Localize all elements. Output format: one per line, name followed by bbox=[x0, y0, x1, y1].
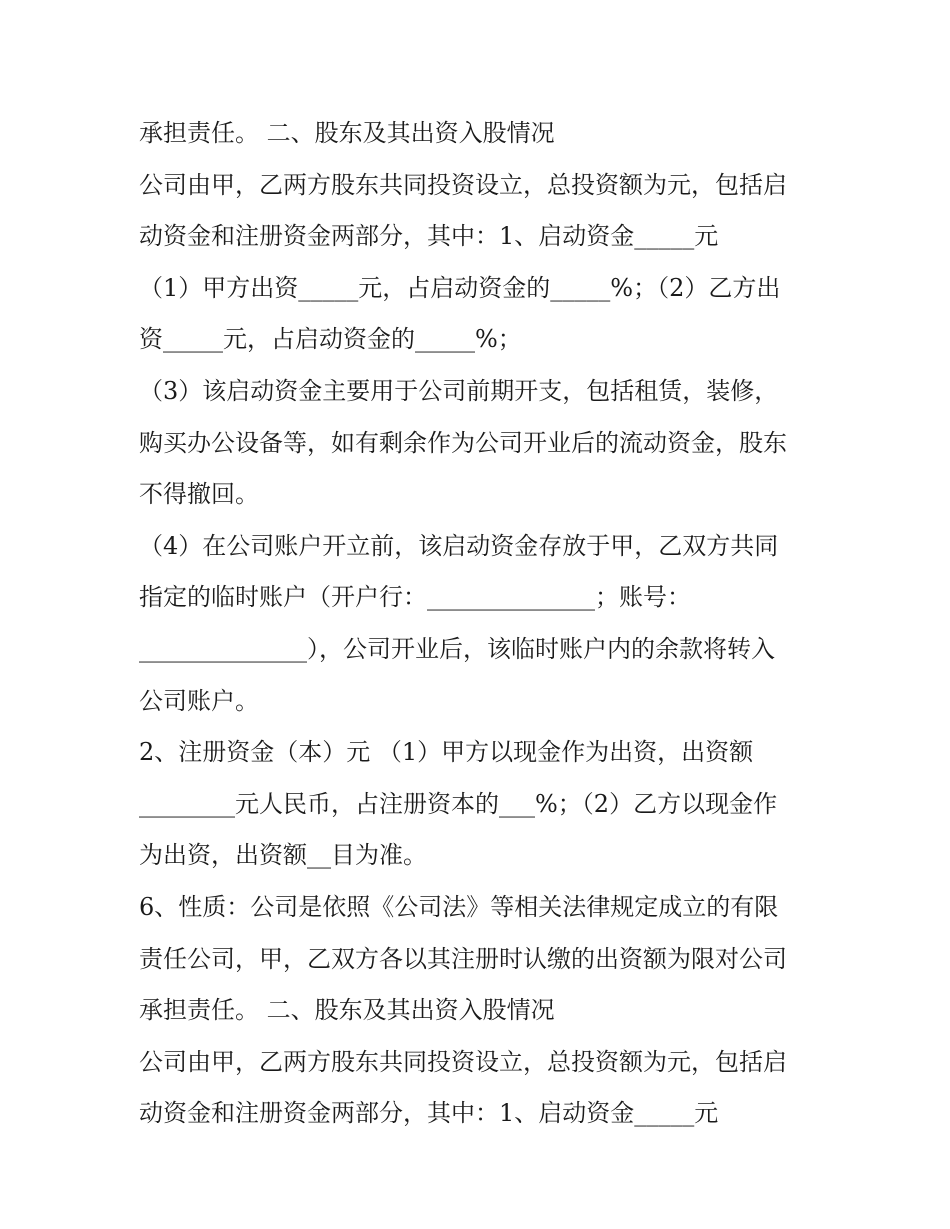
document-line-6: （3）该启动资金主要用于公司前期开支，包括租赁，装修， bbox=[139, 376, 779, 405]
document-line-15: 为出资，出资额__目为准。 bbox=[139, 841, 427, 870]
document-line-5: 资_____元，占启动资金的_____%； bbox=[139, 325, 522, 354]
document-line-14: ________元人民币，占注册资本的___%；（2）乙方以现金作 bbox=[139, 789, 778, 818]
document-line-16: 6、性质：公司是依照《公司法》等相关法律规定成立的有限 bbox=[139, 892, 779, 921]
document-line-7: 购买办公设备等，如有剩余作为公司开业后的流动资金，股东 bbox=[139, 428, 787, 457]
document-line-13: 2、注册资金（本）元 （1）甲方以现金作为出资，出资额 bbox=[139, 738, 754, 767]
document-line-20: 动资金和注册资金两部分，其中：1、启动资金_____元 bbox=[139, 1099, 719, 1128]
document-body bbox=[139, 108, 819, 1140]
document-line-12: 公司账户。 bbox=[139, 686, 259, 715]
document-line-9: （4）在公司账户开立前，该启动资金存放于甲，乙双方共同 bbox=[139, 531, 779, 560]
document-line-1: 承担责任。 二、股东及其出资入股情况 bbox=[139, 119, 555, 147]
document-line-18: 承担责任。 二、股东及其出资入股情况 bbox=[139, 996, 555, 1025]
document-line-17: 责任公司，甲，乙双方各以其注册时认缴的出资额为限对公司 bbox=[139, 944, 787, 973]
document-line-4: （1）甲方出资_____元，占启动资金的_____%；（2）乙方出 bbox=[139, 273, 781, 302]
document-line-19: 公司由甲，乙两方股东共同投资设立，总投资额为元，包括启 bbox=[139, 1047, 787, 1076]
document-line-3: 动资金和注册资金两部分，其中：1、启动资金_____元 bbox=[139, 222, 719, 251]
document-line-11: ______________），公司开业后，该临时账户内的余款将转入 bbox=[139, 634, 775, 663]
document-line-2: 公司由甲，乙两方股东共同投资设立，总投资额为元，包括启 bbox=[139, 170, 787, 199]
document-line-10: 指定的临时账户（开户行：______________；账号： bbox=[139, 583, 691, 612]
document-line-8: 不得撤回。 bbox=[139, 480, 259, 509]
